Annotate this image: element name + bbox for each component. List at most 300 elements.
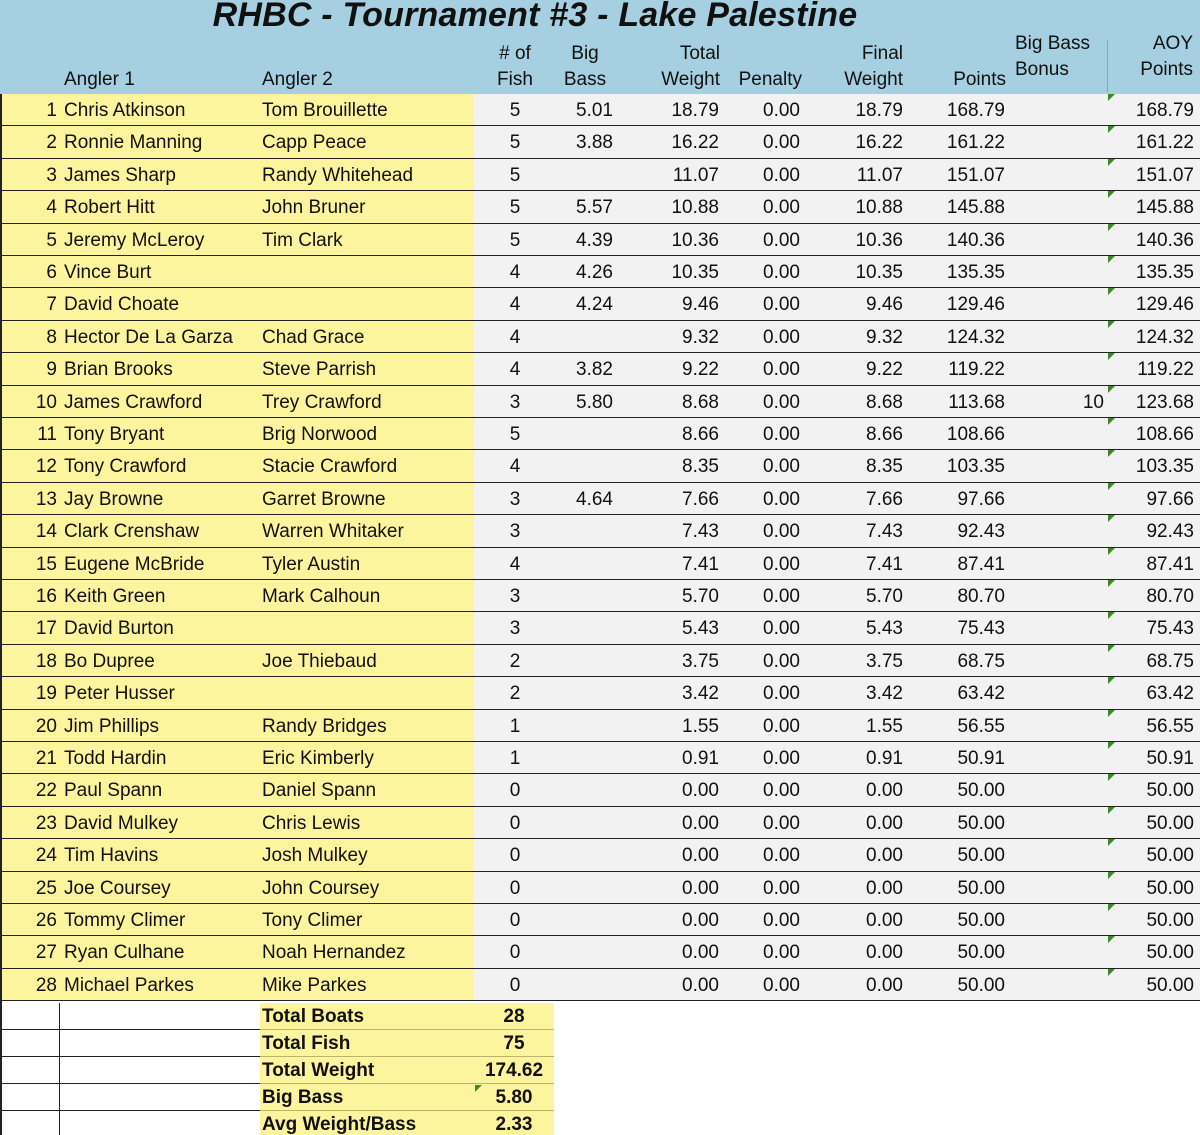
angler1-cell[interactable]: Paul Spann [64,780,163,802]
angler2-cell[interactable]: Randy Bridges [262,715,387,737]
aoy-points-cell[interactable]: 108.66 [1135,424,1194,445]
penalty-cell[interactable]: 0.00 [763,683,800,705]
rank-cell[interactable]: 3 [46,164,57,186]
penalty-cell[interactable]: 0.00 [763,618,800,640]
angler2-cell[interactable]: Tim Clark [262,229,343,251]
summary-value[interactable]: 174.62 [474,1057,554,1084]
final-weight-cell[interactable]: 5.70 [866,586,903,607]
aoy-points-cell[interactable]: 92.43 [1146,521,1194,543]
rank-cell[interactable]: 28 [35,974,57,996]
fish-count-cell[interactable]: 4 [509,359,521,381]
points-cell[interactable]: 63.42 [957,683,1005,705]
empty-cell[interactable] [0,1084,60,1111]
fish-count-cell[interactable]: 0 [509,812,521,834]
final-weight-cell[interactable]: 7.66 [866,488,903,510]
total-weight-cell[interactable]: 10.35 [671,262,719,283]
aoy-points-cell[interactable]: 135.35 [1135,262,1194,283]
penalty-cell[interactable]: 0.00 [763,650,800,672]
points-cell[interactable]: 68.75 [957,650,1005,672]
rank-cell[interactable]: 27 [35,942,57,964]
bonus-cell[interactable] [1010,288,1104,319]
total-weight-cell[interactable]: 0.00 [682,910,719,931]
bonus-cell[interactable] [1010,742,1104,773]
bonus-cell[interactable] [1010,353,1104,384]
final-weight-cell[interactable]: 9.46 [866,294,903,316]
angler2-cell[interactable]: Tyler Austin [262,553,361,575]
total-weight-cell[interactable]: 18.79 [671,100,719,121]
big-bass-cell[interactable] [555,645,613,676]
big-bass-cell[interactable] [555,807,613,838]
summary-label[interactable]: Total Fish [260,1030,474,1057]
angler2-cell[interactable] [262,256,472,287]
final-weight-cell[interactable]: 0.00 [866,877,903,899]
points-cell[interactable]: 50.00 [957,974,1005,996]
penalty-cell[interactable]: 0.00 [763,553,800,575]
angler1-cell[interactable]: Michael Parkes [64,974,194,996]
angler2-cell[interactable]: Steve Parrish [262,359,377,381]
total-weight-cell[interactable]: 11.07 [672,164,719,186]
fish-count-cell[interactable]: 5 [509,164,521,186]
angler2-cell[interactable]: Mark Calhoun [262,586,381,607]
angler1-cell[interactable]: Clark Crenshaw [64,521,200,543]
angler2-cell[interactable]: John Bruner [262,197,366,219]
penalty-cell[interactable]: 0.00 [763,294,800,316]
angler2-cell[interactable] [262,288,472,319]
aoy-points-cell[interactable]: 56.55 [1146,715,1194,737]
bonus-cell[interactable] [1010,191,1104,222]
big-bass-cell[interactable] [555,159,613,190]
angler2-cell[interactable] [262,612,472,643]
empty-cell[interactable] [0,1111,60,1135]
bonus-cell[interactable] [1010,839,1104,870]
angler2-cell[interactable]: Chris Lewis [262,812,361,834]
fish-count-cell[interactable]: 4 [509,553,521,575]
angler1-cell[interactable]: David Mulkey [64,812,179,834]
angler2-cell[interactable]: Brig Norwood [262,424,378,445]
rank-cell[interactable]: 6 [46,262,57,283]
big-bass-cell[interactable] [555,969,613,1000]
aoy-points-cell[interactable]: 161.22 [1135,132,1194,154]
rank-cell[interactable]: 20 [35,715,57,737]
summary-value[interactable]: 5.80 [474,1084,554,1111]
fish-count-cell[interactable]: 4 [509,294,521,316]
penalty-cell[interactable]: 0.00 [763,910,800,931]
bonus-cell[interactable] [1010,807,1104,838]
fish-count-cell[interactable]: 4 [509,262,521,283]
empty-cell[interactable] [60,1111,260,1135]
angler2-cell[interactable]: Eric Kimberly [262,748,374,769]
rank-cell[interactable]: 19 [35,683,57,705]
aoy-points-cell[interactable]: 50.91 [1146,748,1194,769]
angler1-cell[interactable]: Keith Green [64,586,166,607]
final-weight-cell[interactable]: 18.79 [855,100,903,121]
rank-cell[interactable]: 10 [35,391,57,413]
fish-count-cell[interactable]: 3 [509,391,521,413]
rank-cell[interactable]: 26 [35,910,57,931]
final-weight-cell[interactable]: 11.07 [856,164,903,186]
rank-cell[interactable]: 2 [46,132,57,154]
final-weight-cell[interactable]: 0.00 [866,780,903,802]
big-bass-cell[interactable]: 3.88 [576,132,613,154]
final-weight-cell[interactable]: 8.66 [866,424,903,445]
angler2-cell[interactable]: Chad Grace [262,326,365,348]
points-cell[interactable]: 113.68 [948,391,1005,413]
bonus-cell[interactable] [1010,321,1104,352]
fish-count-cell[interactable]: 5 [509,424,521,445]
final-weight-cell[interactable]: 10.88 [855,197,903,219]
points-cell[interactable]: 50.00 [957,845,1005,867]
aoy-points-cell[interactable]: 151.07 [1135,164,1194,186]
points-cell[interactable]: 145.88 [946,197,1005,219]
penalty-cell[interactable]: 0.00 [763,488,800,510]
angler2-cell[interactable]: Mike Parkes [262,974,367,996]
bonus-cell[interactable]: 10 [1082,391,1104,413]
points-cell[interactable]: 168.79 [946,100,1005,121]
total-weight-cell[interactable]: 0.00 [682,974,719,996]
summary-label[interactable]: Total Weight [260,1057,474,1084]
bonus-cell[interactable] [1010,126,1104,157]
fish-count-cell[interactable]: 2 [509,650,521,672]
big-bass-cell[interactable] [555,710,613,741]
angler1-cell[interactable]: Jeremy McLeroy [64,229,205,251]
angler1-cell[interactable]: James Sharp [64,164,176,186]
empty-cell[interactable] [60,1003,260,1030]
bonus-cell[interactable] [1010,515,1104,546]
total-weight-cell[interactable]: 3.75 [682,650,719,672]
big-bass-cell[interactable] [555,548,613,579]
points-cell[interactable]: 151.07 [946,164,1005,186]
big-bass-cell[interactable] [555,580,613,611]
total-weight-cell[interactable]: 0.00 [682,812,719,834]
total-weight-cell[interactable]: 10.88 [671,197,719,219]
big-bass-cell[interactable] [555,839,613,870]
total-weight-cell[interactable]: 0.00 [682,845,719,867]
fish-count-cell[interactable]: 4 [509,456,521,478]
bonus-cell[interactable] [1010,969,1104,1000]
aoy-points-cell[interactable]: 50.00 [1146,877,1194,899]
fish-count-cell[interactable]: 3 [509,586,521,607]
points-cell[interactable]: 80.70 [957,586,1005,607]
bonus-cell[interactable] [1010,904,1104,935]
empty-cell[interactable] [60,1084,260,1111]
rank-cell[interactable]: 23 [35,812,57,834]
rank-cell[interactable]: 13 [35,488,57,510]
angler1-cell[interactable]: Jim Phillips [64,715,160,737]
angler1-cell[interactable]: Hector De La Garza [64,326,233,348]
penalty-cell[interactable]: 0.00 [763,456,800,478]
big-bass-cell[interactable]: 5.57 [576,197,613,219]
empty-cell[interactable] [60,1057,260,1084]
final-weight-cell[interactable]: 9.32 [866,326,903,348]
fish-count-cell[interactable]: 1 [509,748,521,769]
angler2-cell[interactable]: Tony Climer [262,910,363,931]
angler1-cell[interactable]: Todd Hardin [64,748,167,769]
big-bass-cell[interactable] [555,677,613,708]
fish-count-cell[interactable]: 3 [509,618,521,640]
rank-cell[interactable]: 4 [46,197,57,219]
rank-cell[interactable]: 25 [35,877,57,899]
big-bass-cell[interactable]: 4.24 [576,294,613,316]
big-bass-cell[interactable]: 5.80 [576,391,613,413]
penalty-cell[interactable]: 0.00 [763,359,800,381]
points-cell[interactable]: 119.22 [948,359,1005,381]
big-bass-cell[interactable] [555,742,613,773]
fish-count-cell[interactable]: 0 [509,942,521,964]
angler2-cell[interactable]: Warren Whitaker [262,521,404,543]
points-cell[interactable]: 124.32 [946,326,1005,348]
angler1-cell[interactable]: Peter Husser [64,683,175,705]
summary-value[interactable]: 2.33 [474,1111,554,1135]
bonus-cell[interactable] [1010,418,1104,449]
aoy-points-cell[interactable]: 50.00 [1146,974,1194,996]
angler2-cell[interactable]: Randy Whitehead [262,164,414,186]
angler2-cell[interactable]: Joe Thiebaud [262,650,377,672]
total-weight-cell[interactable]: 7.41 [682,553,719,575]
total-weight-cell[interactable]: 1.55 [682,715,719,737]
big-bass-cell[interactable] [555,418,613,449]
penalty-cell[interactable]: 0.00 [763,521,800,543]
final-weight-cell[interactable]: 0.00 [866,910,903,931]
final-weight-cell[interactable]: 5.43 [866,618,903,640]
points-cell[interactable]: 56.55 [957,715,1005,737]
total-weight-cell[interactable]: 9.32 [682,326,719,348]
penalty-cell[interactable]: 0.00 [763,974,800,996]
final-weight-cell[interactable]: 7.43 [866,521,903,543]
total-weight-cell[interactable]: 3.42 [682,683,719,705]
bonus-cell[interactable] [1010,645,1104,676]
total-weight-cell[interactable]: 7.66 [682,488,719,510]
penalty-cell[interactable]: 0.00 [763,942,800,964]
points-cell[interactable]: 135.35 [946,262,1005,283]
angler1-cell[interactable]: Vince Burt [64,262,152,283]
aoy-points-cell[interactable]: 63.42 [1146,683,1194,705]
aoy-points-cell[interactable]: 50.00 [1146,845,1194,867]
rank-cell[interactable]: 24 [35,845,57,867]
final-weight-cell[interactable]: 8.68 [866,391,903,413]
final-weight-cell[interactable]: 0.00 [866,974,903,996]
bonus-cell[interactable] [1010,483,1104,514]
total-weight-cell[interactable]: 16.22 [671,132,719,154]
aoy-points-cell[interactable]: 140.36 [1135,229,1194,251]
total-weight-cell[interactable]: 8.35 [682,456,719,478]
bonus-cell[interactable] [1010,580,1104,611]
fish-count-cell[interactable]: 0 [509,974,521,996]
rank-cell[interactable]: 15 [35,553,57,575]
big-bass-cell[interactable] [555,450,613,481]
aoy-points-cell[interactable]: 119.22 [1137,359,1194,381]
total-weight-cell[interactable]: 0.91 [682,748,719,769]
aoy-points-cell[interactable]: 50.00 [1146,910,1194,931]
bonus-cell[interactable] [1010,256,1104,287]
final-weight-cell[interactable]: 8.35 [866,456,903,478]
points-cell[interactable]: 140.36 [946,229,1005,251]
big-bass-cell[interactable] [555,612,613,643]
points-cell[interactable]: 87.41 [957,553,1005,575]
angler1-cell[interactable]: Tim Havins [64,845,159,867]
bonus-cell[interactable] [1010,774,1104,805]
rank-cell[interactable]: 17 [35,618,57,640]
angler1-cell[interactable]: Chris Atkinson [64,100,186,121]
fish-count-cell[interactable]: 3 [509,521,521,543]
angler1-cell[interactable]: Joe Coursey [64,877,171,899]
fish-count-cell[interactable]: 0 [509,910,521,931]
final-weight-cell[interactable]: 10.35 [855,262,903,283]
penalty-cell[interactable]: 0.00 [763,424,800,445]
total-weight-cell[interactable]: 5.43 [682,618,719,640]
penalty-cell[interactable]: 0.00 [763,197,800,219]
empty-cell[interactable] [0,1003,60,1030]
rank-cell[interactable]: 21 [35,748,57,769]
empty-cell[interactable] [60,1030,260,1057]
fish-count-cell[interactable]: 0 [509,877,521,899]
angler1-cell[interactable]: Eugene McBride [64,553,205,575]
penalty-cell[interactable]: 0.00 [763,132,800,154]
points-cell[interactable]: 161.22 [946,132,1005,154]
points-cell[interactable]: 50.00 [957,780,1005,802]
aoy-points-cell[interactable]: 87.41 [1146,553,1194,575]
aoy-points-cell[interactable]: 68.75 [1146,650,1194,672]
aoy-points-cell[interactable]: 75.43 [1146,618,1194,640]
final-weight-cell[interactable]: 3.75 [866,650,903,672]
bonus-cell[interactable] [1010,548,1104,579]
bonus-cell[interactable] [1010,677,1104,708]
total-weight-cell[interactable]: 0.00 [682,877,719,899]
angler1-cell[interactable]: Bo Dupree [64,650,155,672]
angler1-cell[interactable]: Ronnie Manning [64,132,203,154]
total-weight-cell[interactable]: 9.46 [682,294,719,316]
penalty-cell[interactable]: 0.00 [763,812,800,834]
angler1-cell[interactable]: Ryan Culhane [64,942,185,964]
rank-cell[interactable]: 11 [37,424,57,445]
penalty-cell[interactable]: 0.00 [763,164,800,186]
angler1-cell[interactable]: David Choate [64,294,180,316]
big-bass-cell[interactable] [555,774,613,805]
penalty-cell[interactable]: 0.00 [763,391,800,413]
total-weight-cell[interactable]: 9.22 [682,359,719,381]
penalty-cell[interactable]: 0.00 [763,229,800,251]
empty-cell[interactable] [0,1030,60,1057]
penalty-cell[interactable]: 0.00 [763,100,800,121]
angler2-cell[interactable]: John Coursey [262,877,380,899]
penalty-cell[interactable]: 0.00 [763,262,800,283]
points-cell[interactable]: 50.00 [957,877,1005,899]
bonus-cell[interactable] [1010,936,1104,967]
aoy-points-cell[interactable]: 103.35 [1135,456,1194,478]
angler1-cell[interactable]: Tommy Climer [64,910,186,931]
bonus-cell[interactable] [1010,872,1104,903]
fish-count-cell[interactable]: 5 [509,132,521,154]
rank-cell[interactable]: 9 [46,359,57,381]
final-weight-cell[interactable]: 0.91 [866,748,903,769]
fish-count-cell[interactable]: 0 [509,780,521,802]
points-cell[interactable]: 50.00 [957,812,1005,834]
angler1-cell[interactable]: Tony Crawford [64,456,187,478]
aoy-points-cell[interactable]: 50.00 [1146,780,1194,802]
points-cell[interactable]: 97.66 [957,488,1005,510]
summary-label[interactable]: Big Bass [260,1084,474,1111]
rank-cell[interactable]: 18 [35,650,57,672]
total-weight-cell[interactable]: 5.70 [682,586,719,607]
final-weight-cell[interactable]: 16.22 [855,132,903,154]
aoy-points-cell[interactable]: 168.79 [1135,100,1194,121]
angler2-cell[interactable]: Noah Hernandez [262,942,406,964]
big-bass-cell[interactable]: 4.64 [576,488,613,510]
bonus-cell[interactable] [1010,94,1104,125]
penalty-cell[interactable]: 0.00 [763,780,800,802]
final-weight-cell[interactable]: 3.42 [866,683,903,705]
points-cell[interactable]: 75.43 [957,618,1005,640]
total-weight-cell[interactable]: 8.68 [682,391,719,413]
fish-count-cell[interactable]: 5 [509,229,521,251]
bonus-cell[interactable] [1010,612,1104,643]
final-weight-cell[interactable]: 0.00 [866,942,903,964]
aoy-points-cell[interactable]: 50.00 [1146,812,1194,834]
big-bass-cell[interactable] [555,936,613,967]
empty-cell[interactable] [0,1057,60,1084]
angler2-cell[interactable]: Daniel Spann [262,780,377,802]
rank-cell[interactable]: 5 [46,229,57,251]
bonus-cell[interactable] [1010,450,1104,481]
bonus-cell[interactable] [1010,224,1104,255]
angler2-cell[interactable]: Stacie Crawford [262,456,398,478]
aoy-points-cell[interactable]: 123.68 [1135,391,1194,413]
fish-count-cell[interactable]: 5 [509,197,521,219]
final-weight-cell[interactable]: 7.41 [866,553,903,575]
angler2-cell[interactable]: Capp Peace [262,132,367,154]
angler1-cell[interactable]: David Burton [64,618,174,640]
big-bass-cell[interactable]: 4.26 [576,262,613,283]
fish-count-cell[interactable]: 1 [509,715,521,737]
summary-value[interactable]: 75 [474,1030,554,1057]
rank-cell[interactable]: 14 [35,521,57,543]
final-weight-cell[interactable]: 0.00 [866,845,903,867]
fish-count-cell[interactable]: 5 [509,100,521,121]
penalty-cell[interactable]: 0.00 [763,877,800,899]
penalty-cell[interactable]: 0.00 [763,845,800,867]
points-cell[interactable]: 108.66 [946,424,1005,445]
points-cell[interactable]: 103.35 [946,456,1005,478]
angler1-cell[interactable]: Tony Bryant [64,424,165,445]
angler1-cell[interactable]: James Crawford [64,391,203,413]
points-cell[interactable]: 50.00 [957,910,1005,931]
final-weight-cell[interactable]: 0.00 [866,812,903,834]
aoy-points-cell[interactable]: 50.00 [1146,942,1194,964]
points-cell[interactable]: 129.46 [946,294,1005,316]
bonus-cell[interactable] [1010,159,1104,190]
bonus-cell[interactable] [1010,710,1104,741]
penalty-cell[interactable]: 0.00 [763,748,800,769]
fish-count-cell[interactable]: 4 [509,326,521,348]
total-weight-cell[interactable]: 7.43 [682,521,719,543]
big-bass-cell[interactable] [555,515,613,546]
penalty-cell[interactable]: 0.00 [763,326,800,348]
big-bass-cell[interactable] [555,321,613,352]
big-bass-cell[interactable]: 5.01 [576,100,613,121]
total-weight-cell[interactable]: 0.00 [682,780,719,802]
aoy-points-cell[interactable]: 80.70 [1146,586,1194,607]
angler2-cell[interactable]: Garret Browne [262,488,386,510]
angler2-cell[interactable]: Tom Brouillette [262,100,388,121]
summary-label[interactable]: Total Boats [260,1003,474,1030]
rank-cell[interactable]: 7 [46,294,57,316]
big-bass-cell[interactable]: 4.39 [576,229,613,251]
rank-cell[interactable]: 12 [35,456,57,478]
total-weight-cell[interactable]: 0.00 [682,942,719,964]
aoy-points-cell[interactable]: 145.88 [1135,197,1194,219]
points-cell[interactable]: 92.43 [957,521,1005,543]
angler2-cell[interactable]: Trey Crawford [262,391,382,413]
angler1-cell[interactable]: Brian Brooks [64,359,173,381]
